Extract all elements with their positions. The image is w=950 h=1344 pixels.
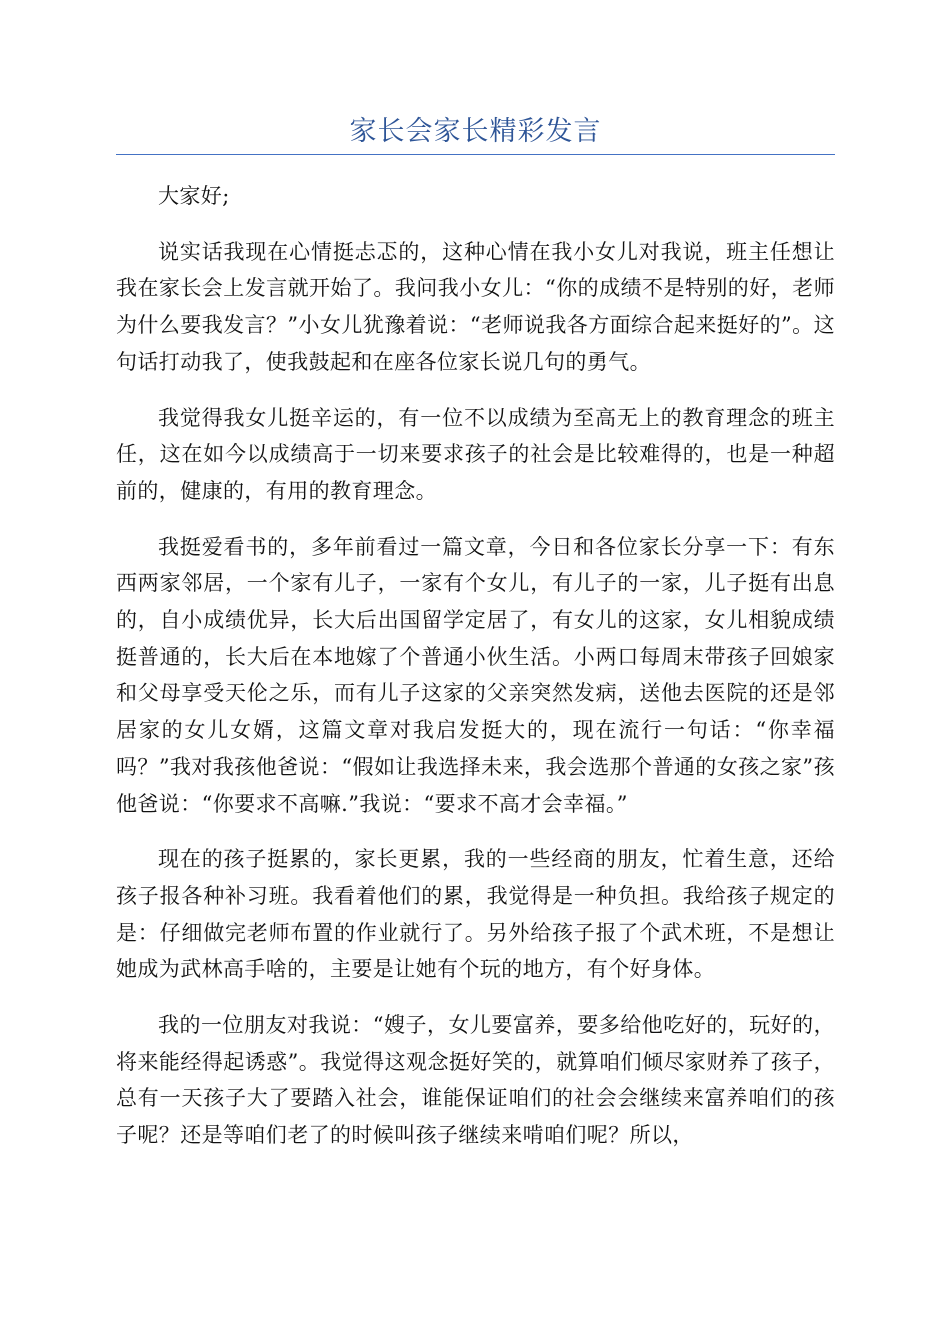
paragraph: 我挺爱看书的，多年前看过一篇文章，今日和各位家长分享一下：有东西两家邻居，一个家有儿子，一家有个女儿，有儿子的一家，儿子挺有出息的，自小成绩优异，长大后出国留学定居了，有女儿的这家，女儿相貌成绩挺普通的，长大后在本地嫁了个普通小伙生活。小两口每周末带孩子回娘家和父母享受天伦之乐，而有儿子这家的父亲突然发病，送他去医院的还是邻居家的女儿女婿，这篇文章对我启发挺大的，现在流行一句话：“你幸福吗？”我对我孩他爸说：“假如让我选择未来，我会选那个普通的女孩之家”孩他爸说：“你要求不高嘛.”我说：“要求不高才会幸福。” (116, 534, 835, 816)
paragraph: 我觉得我女儿挺辛运的，有一位不以成绩为至高无上的教育理念的班主任，这在如今以成绩高于一切来要求孩子的社会是比较难得的，也是一种超前的，健康的，有用的教育理念。 (116, 405, 835, 503)
document-body (116, 178, 835, 1173)
paragraph: 说实话我现在心情挺忐忑的，这种心情在我小女儿对我说，班主任想让我在家长会上发言就开始了。我问我小女儿：“你的成绩不是特别的好，老师为什么要我发言？”小女儿犹豫着说：“老师说我各方面综合起来挺好的”。这句话打动我了，使我鼓起和在座各位家长说几句的勇气。 (116, 239, 835, 374)
paragraph-greeting: 大家好; (158, 184, 230, 208)
paragraph: 我的一位朋友对我说：“嫂子，女儿要富养，要多给他吃好的，玩好的，将来能经得起诱惑”。我觉得这观念挺好笑的，就算咱们倾尽家财养了孩子，总有一天孩子大了要踏入社会，谁能保证咱们的社会会继续来富养咱们的孩子呢？还是等咱们老了的时候叫孩子继续来啃咱们呢？所以， (116, 1013, 835, 1148)
title-underline (116, 154, 835, 155)
document-title: 家长会家长精彩发言 (349, 116, 602, 147)
paragraph: 现在的孩子挺累的，家长更累，我的一些经商的朋友，忙着生意，还给孩子报各种补习班。我看着他们的累，我觉得是一种负担。我给孩子规定的是：仔细做完老师布置的作业就行了。另外给孩子报了个武术班，不是想让她成为武林高手啥的，主要是让她有个玩的地方，有个好身体。 (116, 847, 835, 982)
